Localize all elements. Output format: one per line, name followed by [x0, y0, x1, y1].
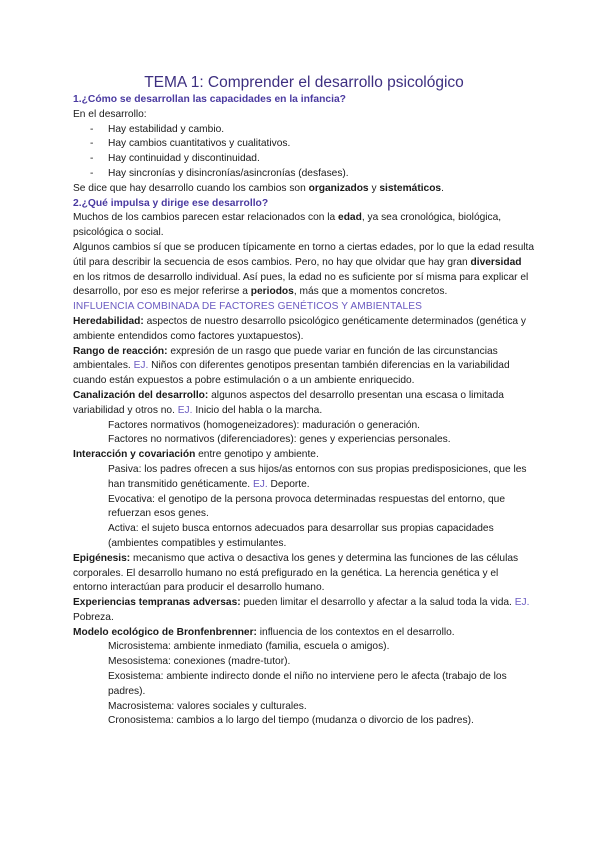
paragraph-age: Muchos de los cambios parecen estar relacionados con la edad, ya sea cronológica, biológica, psicológica o social. — [73, 212, 502, 239]
term-canalizacion: Canalización del desarrollo: algunos aspectos del desarrollo presentan una escasa o limitada variabilidad y otros no. EJ. Inicio del habla o la marcha. — [73, 389, 504, 416]
document-body — [73, 74, 535, 729]
list-item: - Hay sincronías y disincronías/asincronías (desfases). — [90, 167, 349, 179]
section-heading-influence: INFLUENCIA COMBINADA DE FACTORES GENÉTICOS Y AMBIENTALES — [73, 301, 423, 313]
term-heredabilidad: Heredabilidad: aspectos de nuestro desarrollo psicológico genéticamente determinados (genética y ambiente entendidos como factores yuxtapuestos). — [73, 315, 527, 342]
term-bronfenbrenner: Modelo ecológico de Bronfenbrenner: influencia de los contextos en el desarrollo. — [73, 626, 455, 638]
list-item: Microsistema: ambiente inmediato (familia, escuela o amigos). — [108, 641, 390, 653]
intro-text: En el desarrollo: — [73, 108, 147, 120]
list-item: - Hay estabilidad y cambio. — [90, 123, 225, 135]
list-item: Macrosistema: valores sociales y culturales. — [108, 700, 307, 712]
question-1-heading: 1.¿Cómo se desarrollan las capacidades en la infancia? — [73, 94, 346, 105]
document-title: TEMA 1: Comprender el desarrollo psicológico — [144, 74, 464, 91]
list-item: - Hay cambios cuantitativos y cualitativos. — [90, 138, 291, 150]
list-item: Exosistema: ambiente indirecto donde el niño no interviene pero le afecta (trabajo de los padres). — [108, 671, 507, 697]
term-epigenesis: Epigénesis: mecanismo que activa o desactiva los genes y determina las funciones de las células corporales. El desarrollo humano no está prefigurado en la genética. La herencia genética y el entorno interactúan para producir el desarrollo humano. — [73, 552, 519, 594]
list-item: Factores no normativos (diferenciadores): genes y experiencias personales. — [108, 434, 451, 446]
bullet-list — [73, 123, 535, 182]
paragraph-diversity: Algunos cambios sí que se producen típicamente en torno a ciertas edades, por lo que la edad resulta útil para describir la secuencia de esos cambios. Pero, no hay que olvidar que hay gran diversidad en los ritmos de desarrollo individual. Así pues, la edad no es suficiente por sí misma para explicar el desarrollo, por eso es mejor referirse a periodos, más que a momentos concretos. — [73, 241, 534, 298]
list-item: Mesosistema: conexiones (madre-tutor). — [108, 656, 291, 668]
list-item: Cronosistema: cambios a lo largo del tiempo (mudanza o divorcio de los padres). — [108, 715, 474, 727]
list-item: - Hay continuidad y discontinuidad. — [90, 153, 260, 165]
list-item: Evocativa: el genotipo de la persona provoca determinadas respuestas del entorno, que refuerzan esos genes. — [108, 493, 506, 520]
list-item: Activa: el sujeto busca entornos adecuados para desarrollar sus propias capacidades (ambientes compatibles y estimulantes. — [108, 523, 494, 549]
term-interaccion: Interacción y covariación entre genotipo y ambiente. — [73, 449, 319, 461]
list-item: Pasiva: los padres ofrecen a sus hijos/as entornos con sus propias predisposiciones, que les han transmitido genéticamente. EJ. Deporte. — [108, 463, 527, 490]
development-definition: Se dice que hay desarrollo cuando los cambios son organizados y sistemáticos. — [73, 182, 444, 194]
term-rango-reaccion: Rango de reacción: expresión de un rasgo que puede variar en función de las circunstancias ambientales. EJ. Niños con diferentes genotipos presentan también diferencias en la variabilidad cuando están expuestos a pobre estimulación o a un ambiente enriquecido. — [73, 345, 510, 387]
question-2-heading: 2.¿Qué impulsa y dirige ese desarrollo? — [73, 197, 269, 209]
term-experiencias-tempranas: Experiencias tempranas adversas: pueden limitar el desarrollo y afectar a la salud toda la vida. EJ. Pobreza. — [73, 597, 530, 623]
list-item: Factores normativos (homogeneizadores): maduración o generación. — [108, 419, 421, 431]
